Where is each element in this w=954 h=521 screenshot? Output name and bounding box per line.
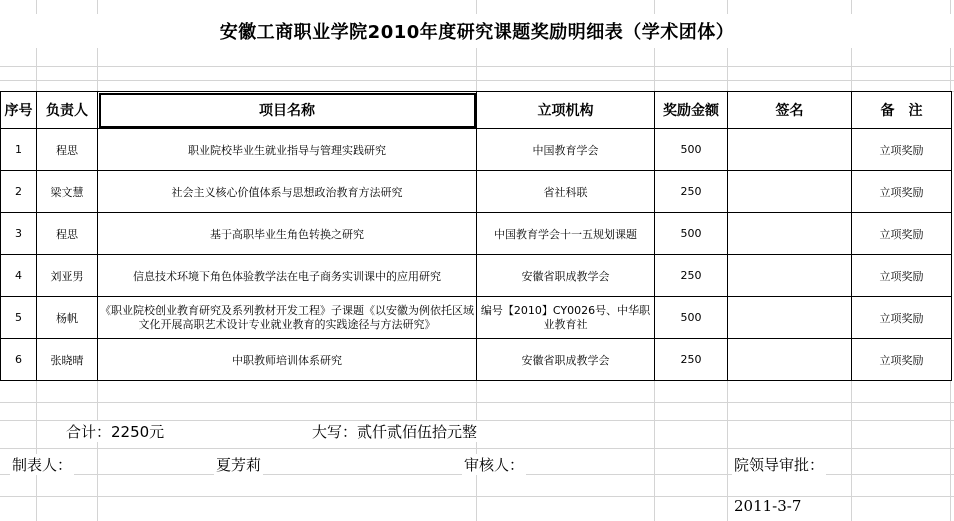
reviewer-label: 审核人： bbox=[464, 456, 525, 474]
page-title: 安徽工商职业学院2010年度研究课题奖励明细表（学术团体） bbox=[0, 14, 954, 48]
maker-name[interactable]: 夏芳莉 bbox=[216, 456, 262, 474]
gridline bbox=[0, 448, 954, 449]
total-amount[interactable]: 合计：2250元 bbox=[66, 423, 165, 441]
cell-remark[interactable]: 立项奖励 bbox=[852, 297, 952, 339]
cell-leader[interactable]: 杨帆 bbox=[37, 297, 98, 339]
cell-amount[interactable]: 250 bbox=[655, 339, 728, 381]
header-org[interactable]: 立项机构 bbox=[477, 92, 655, 129]
cell-amount[interactable]: 250 bbox=[655, 255, 728, 297]
header-amount[interactable]: 奖励金额 bbox=[655, 92, 728, 129]
gridline bbox=[0, 402, 954, 403]
table-row bbox=[1, 339, 952, 381]
table-row bbox=[1, 255, 952, 297]
cell-project[interactable]: 信息技术环境下角色体验教学法在电子商务实训课中的应用研究 bbox=[98, 255, 477, 297]
cell-org[interactable]: 中国教育学会 bbox=[477, 129, 655, 171]
cell-sign[interactable] bbox=[728, 213, 852, 255]
cell-seq[interactable]: 4 bbox=[1, 255, 37, 297]
cell-leader[interactable]: 梁文慧 bbox=[37, 171, 98, 213]
cell-amount[interactable]: 500 bbox=[655, 213, 728, 255]
gridline bbox=[0, 80, 954, 81]
table-row bbox=[1, 171, 952, 213]
cell-org[interactable]: 安徽省职成教学会 bbox=[477, 255, 655, 297]
header-seq[interactable]: 序号 bbox=[1, 92, 37, 129]
cell-amount[interactable]: 500 bbox=[655, 297, 728, 339]
table-row bbox=[1, 213, 952, 255]
cell-seq[interactable]: 2 bbox=[1, 171, 37, 213]
maker-label: 制表人： bbox=[12, 456, 73, 474]
award-table bbox=[0, 91, 952, 381]
gridline bbox=[0, 496, 954, 497]
table-row bbox=[1, 297, 952, 339]
cell-seq[interactable]: 6 bbox=[1, 339, 37, 381]
cell-leader[interactable]: 程思 bbox=[37, 129, 98, 171]
cell-sign[interactable] bbox=[728, 297, 852, 339]
cell-leader[interactable]: 张晓晴 bbox=[37, 339, 98, 381]
total-amount-upper[interactable]: 大写：贰仟贰佰伍拾元整 bbox=[312, 423, 478, 441]
cell-remark[interactable]: 立项奖励 bbox=[852, 171, 952, 213]
cell-project[interactable]: 《职业院校创业教育研究及系列教材开发工程》子课题《以安徽为例依托区域文化开展高职艺术设计专业就业教育的实践途径与方法研究》 bbox=[98, 297, 477, 339]
table-row bbox=[1, 129, 952, 171]
cell-remark[interactable]: 立项奖励 bbox=[852, 255, 952, 297]
cell-org[interactable]: 安徽省职成教学会 bbox=[477, 339, 655, 381]
cell-org[interactable]: 编号【2010】CY0026号、中华职业教育社 bbox=[477, 297, 655, 339]
cell-remark[interactable]: 立项奖励 bbox=[852, 213, 952, 255]
cell-sign[interactable] bbox=[728, 339, 852, 381]
cell-sign[interactable] bbox=[728, 129, 852, 171]
approver-label: 院领导审批： bbox=[734, 456, 825, 474]
cell-seq[interactable]: 5 bbox=[1, 297, 37, 339]
header-project[interactable]: 项目名称 bbox=[98, 92, 477, 129]
cell-org[interactable]: 省社科联 bbox=[477, 171, 655, 213]
cell-remark[interactable]: 立项奖励 bbox=[852, 339, 952, 381]
cell-sign[interactable] bbox=[728, 171, 852, 213]
header-sign[interactable]: 签名 bbox=[728, 92, 852, 129]
cell-leader[interactable]: 刘亚男 bbox=[37, 255, 98, 297]
cell-remark[interactable]: 立项奖励 bbox=[852, 129, 952, 171]
date[interactable]: 2011-3-7 bbox=[734, 497, 802, 515]
header-remark[interactable]: 备 注 bbox=[852, 92, 952, 129]
cell-org[interactable]: 中国教育学会十一五规划课题 bbox=[477, 213, 655, 255]
cell-project[interactable]: 职业院校毕业生就业指导与管理实践研究 bbox=[98, 129, 477, 171]
cell-project[interactable]: 基于高职毕业生角色转换之研究 bbox=[98, 213, 477, 255]
cell-seq[interactable]: 3 bbox=[1, 213, 37, 255]
cell-project[interactable]: 社会主义核心价值体系与思想政治教育方法研究 bbox=[98, 171, 477, 213]
header-leader[interactable]: 负责人 bbox=[37, 92, 98, 129]
cell-project[interactable]: 中职教师培训体系研究 bbox=[98, 339, 477, 381]
cell-amount[interactable]: 500 bbox=[655, 129, 728, 171]
gridline bbox=[0, 66, 954, 67]
cell-seq[interactable]: 1 bbox=[1, 129, 37, 171]
table-header-row bbox=[1, 92, 952, 129]
cell-sign[interactable] bbox=[728, 255, 852, 297]
cell-amount[interactable]: 250 bbox=[655, 171, 728, 213]
cell-leader[interactable]: 程思 bbox=[37, 213, 98, 255]
